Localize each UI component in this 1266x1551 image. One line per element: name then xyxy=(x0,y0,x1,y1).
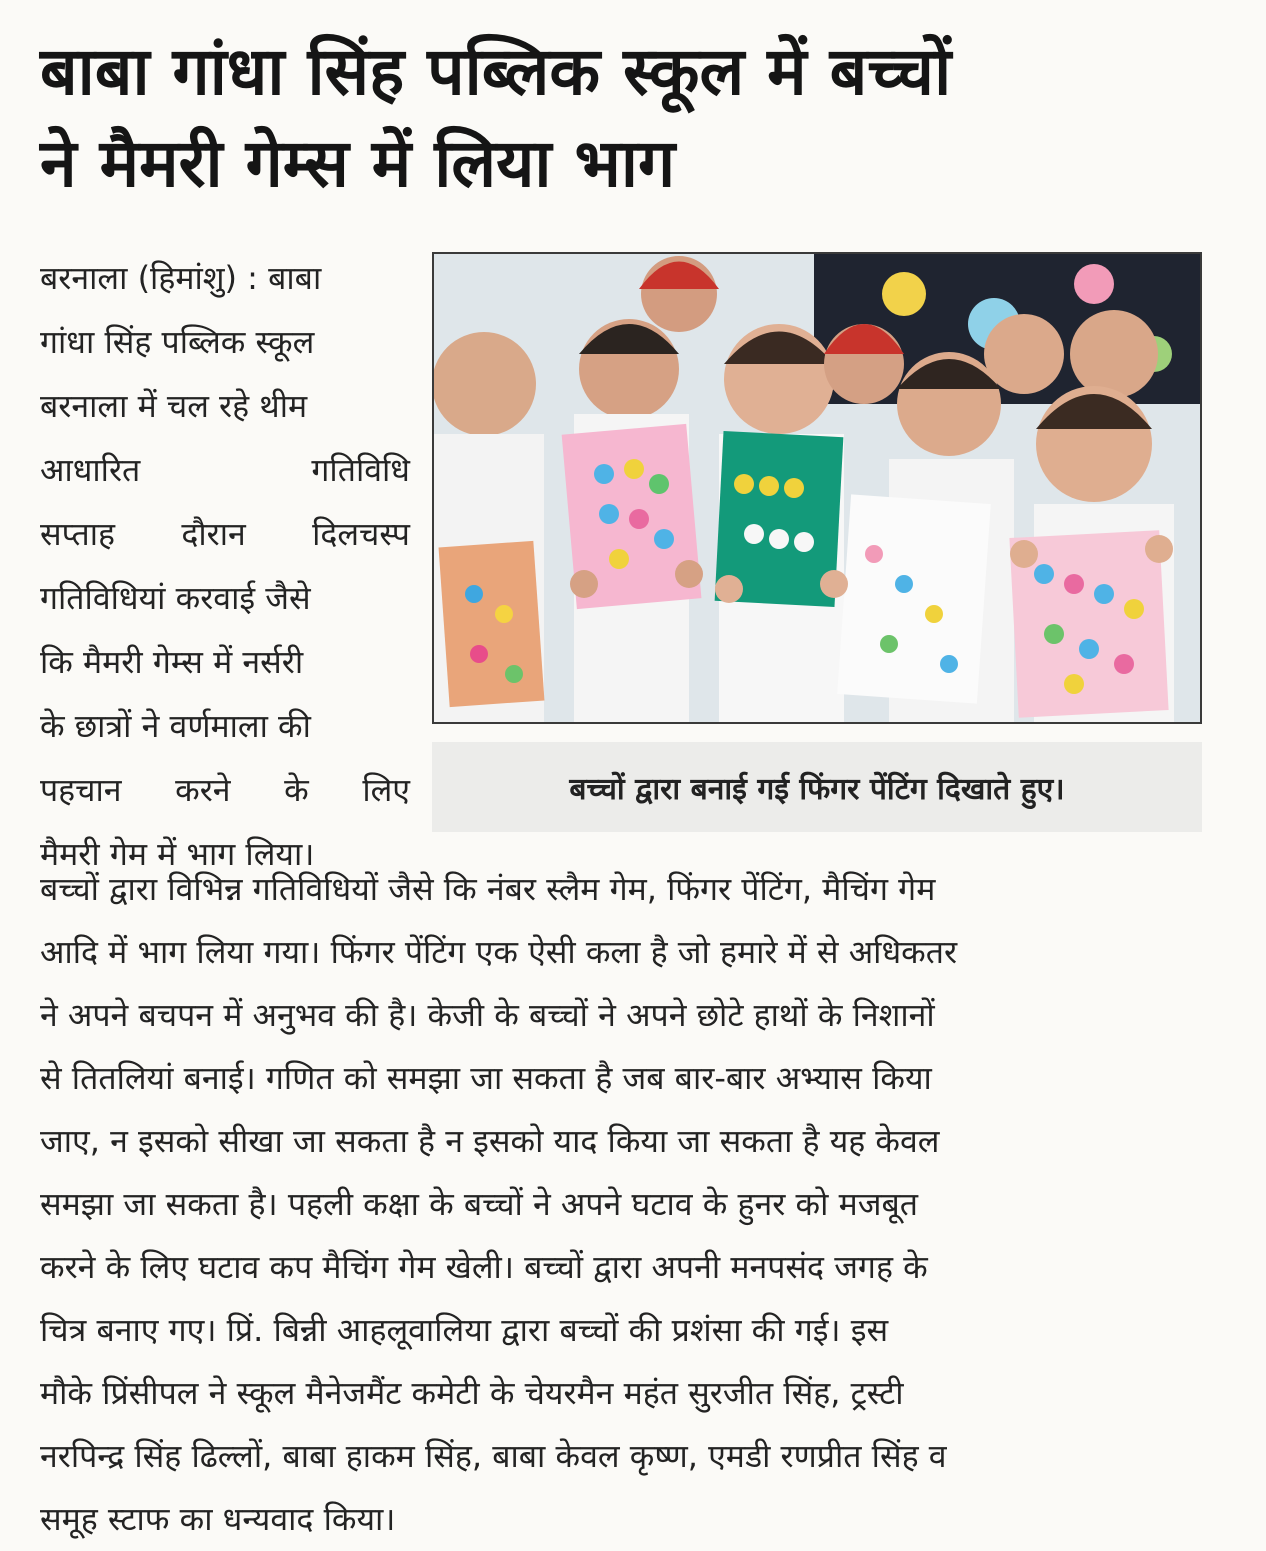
headline-line-1: बाबा गांधा सिंह पब्लिक स्कूल में बच्चों xyxy=(40,33,952,110)
body-line: नरपिन्द्र सिंह ढिल्लों, बाबा हाकम सिंह, बाबा केवल कृष्ण, एमडी रणप्रीत सिंह व xyxy=(40,1437,947,1475)
lead-column xyxy=(40,246,410,886)
headline xyxy=(40,26,1230,210)
headline-line-2: ने मैमरी गेम्स में लिया भाग xyxy=(40,125,676,202)
body-line: समझा जा सकता है। पहली कक्षा के बच्चों ने अपने घटाव के हुनर को मजबूत xyxy=(40,1185,918,1223)
photo-caption: बच्चों द्वारा बनाई गई फिंगर पेंटिंग दिखाते हुए। xyxy=(432,742,1202,832)
body-line: चित्र बनाए गए। प्रिं. बिन्नी आहलूवालिया द्वारा बच्चों की प्रशंसा की गई। इस xyxy=(40,1311,889,1349)
article-body xyxy=(40,858,1210,1551)
body-line: करने के लिए घटाव कप मैचिंग गेम खेली। बच्चों द्वारा अपनी मनपसंद जगह के xyxy=(40,1248,928,1286)
body-line: आदि में भाग लिया गया। फिंगर पेंटिंग एक ऐसी कला है जो हमारे में से अधिकतर xyxy=(40,933,958,971)
body-line: से तितलियां बनाई। गणित को समझा जा सकता है जब बार-बार अभ्यास किया xyxy=(40,1059,932,1097)
news-photo xyxy=(432,252,1202,724)
lead-line: पहचान करने के लिए xyxy=(40,771,410,809)
body-line: बच्चों द्वारा विभिन्न गतिविधियों जैसे कि नंबर स्लैम गेम, फिंगर पेंटिंग, मैचिंग गेम xyxy=(40,870,936,908)
lead-line: के छात्रों ने वर्णमाला की xyxy=(40,707,311,745)
lead-line: गतिविधियां करवाई जैसे xyxy=(40,579,311,617)
lead-line: बरनाला (हिमांशु) : बाबा xyxy=(40,259,322,297)
lead-line: गांधा सिंह पब्लिक स्कूल xyxy=(40,323,315,361)
lead-line: सप्ताह दौरान दिलचस्प xyxy=(40,515,410,553)
body-line: समूह स्टाफ का धन्यवाद किया। xyxy=(40,1500,396,1538)
body-line: ने अपने बचपन में अनुभव की है। केजी के बच्चों ने अपने छोटे हाथों के निशानों xyxy=(40,996,935,1034)
children-with-paintings-illustration xyxy=(434,254,1200,722)
lead-line: कि मैमरी गेम्स में नर्सरी xyxy=(40,643,304,681)
lead-line: मैमरी गेम में भाग लिया। xyxy=(40,835,315,873)
lead-line: आधारित गतिविधि xyxy=(40,451,410,489)
body-line: मौके प्रिंसीपल ने स्कूल मैनेजमैंट कमेटी के चेयरमैन महंत सुरजीत सिंह, ट्रस्टी xyxy=(40,1374,904,1412)
body-line: जाए, न इसको सीखा जा सकता है न इसको याद किया जा सकता है यह केवल xyxy=(40,1122,940,1160)
lead-line: बरनाला में चल रहे थीम xyxy=(40,387,308,425)
